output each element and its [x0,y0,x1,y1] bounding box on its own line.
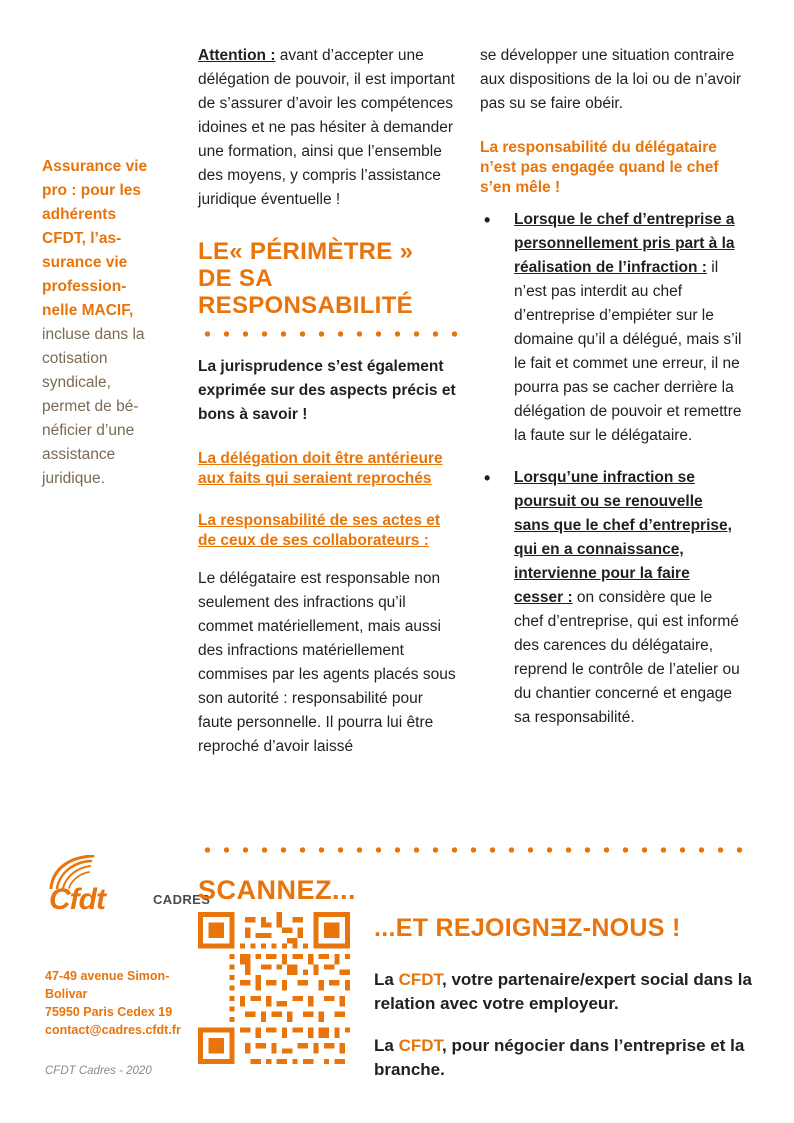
address-line-1: 47-49 avenue Simon-Bolivar [45,969,170,1001]
promo-line-1 [374,968,754,1016]
promo-2-brand: CFDT [398,1036,443,1055]
spacer [480,116,742,138]
right-column [480,44,742,748]
rejoignez-title: ...ET REJOIGNƎZ-NOUS ! [374,914,681,942]
middle-column [198,44,460,759]
spacer [198,555,460,567]
bullet-icon: • [484,468,491,488]
section-heading-line1: LE« PÉRIMÈTRE » [198,238,414,265]
footer-logo-block [45,855,211,1077]
subheading-responsabilite-actes: La responsabilité de ses actes et de ceux de ses collaborateurs : [198,512,441,549]
cfdt-logo [45,855,211,923]
promo-1-brand: CFDT [398,970,443,989]
qr-code[interactable] [198,912,350,1064]
address-line-2: 75950 Paris Cedex 19 [45,1005,173,1019]
footer-address [45,967,195,1039]
footer-credit: CFDT Cadres - 2020 [45,1065,152,1077]
list-item [480,466,742,730]
promo-1-pre: La [374,970,399,989]
scannez-title: SCANNEZ... [198,875,357,905]
attention-label: Attention : [198,47,276,64]
list-item [480,208,742,448]
paragraph-delegataire-responsable: Le délégataire est responsable non seulement des infractions qu’il commet matériellement, mais aussi des infractions matériellement commises par les agents placés sous son autorité : responsabilité pour faute personnelle. Il pourra lui être reproché d’avoir laissé [198,570,456,755]
promo-2-post: , pour négocier dans l’entreprise et la branche. [374,1036,745,1079]
footer-dotted-divider [198,845,746,855]
contact-email[interactable]: contact@cadres.cfdt.fr [45,1023,181,1037]
bullet-lead: Lorsque le chef d’entreprise a personnellement pris part à la réalisation de l’infraction : [514,211,735,276]
cadres-wordmark: CADRES [153,892,211,907]
promo-text [374,968,754,1082]
attention-paragraph [198,44,460,212]
left-note-rest: incluse dans la cotisation syndicale, permet de bé-néficier d’une assistance juridique. [42,326,145,487]
bullet-list [480,208,742,730]
dotted-divider [198,329,460,339]
paragraph-continuation: se développer une situation contraire aux dispositions de la loi ou de n’avoir pas su se faire obéir. [480,47,742,112]
left-sidebar-note [42,155,160,491]
section-heading [198,238,460,319]
promo-2-pre: La [374,1036,399,1055]
intro-bold-paragraph: La jurisprudence s’est également exprimée sur des aspects précis et bons à savoir ! [198,358,456,423]
promo-line-2 [374,1034,754,1082]
bullet-text: on considère que le chef d’entreprise, qui est informé des carences du délégataire, reprend le contrôle de l’atelier ou du chantier concerné et engage sa responsabilité. [514,589,740,726]
attention-text: avant d’accepter une délégation de pouvoir, il est important de s’assurer d’avoir les compétences idoines et ne pas hésiter à demander une formation, ainsi que l’ensemble des moyens, y compris l’assistance juridique éventuelle ! [198,47,455,208]
subheading-responsabilite-non-engagee: La responsabilité du délégataire n’est pas engagée quand le chef s’en mêle ! [480,139,719,196]
bullet-text: il n’est pas interdit au chef d’entreprise d’empiéter sur le domaine qu’il a délégué, mais s’il le fait et commet une erreur, il ne pourra pas se cacher derrière la délégation de pouvoir et remettre la faute sur le délégataire. [514,259,742,444]
section-heading-line2: DE SA RESPONSABILITÉ [198,265,413,319]
left-note-text [42,155,160,491]
promo-1-post: , votre partenaire/expert social dans la relation avec votre employeur. [374,970,752,1013]
subheading-delegation-anteriority: La délégation doit être antérieure aux faits qui seraient reprochés [198,450,443,487]
bullet-lead: Lorsqu’une infraction se poursuit ou se renouvelle sans que le chef d’entreprise, qui en a connaissance, intervienne pour la faire cesser : [514,469,732,606]
cfdt-wordmark: Cfdt [49,883,105,916]
bullet-icon: • [484,210,491,230]
left-note-highlight: Assurance vie pro : pour les adhérents CFDT, l’as-surance vie profession-nelle MACIF, [42,158,148,319]
